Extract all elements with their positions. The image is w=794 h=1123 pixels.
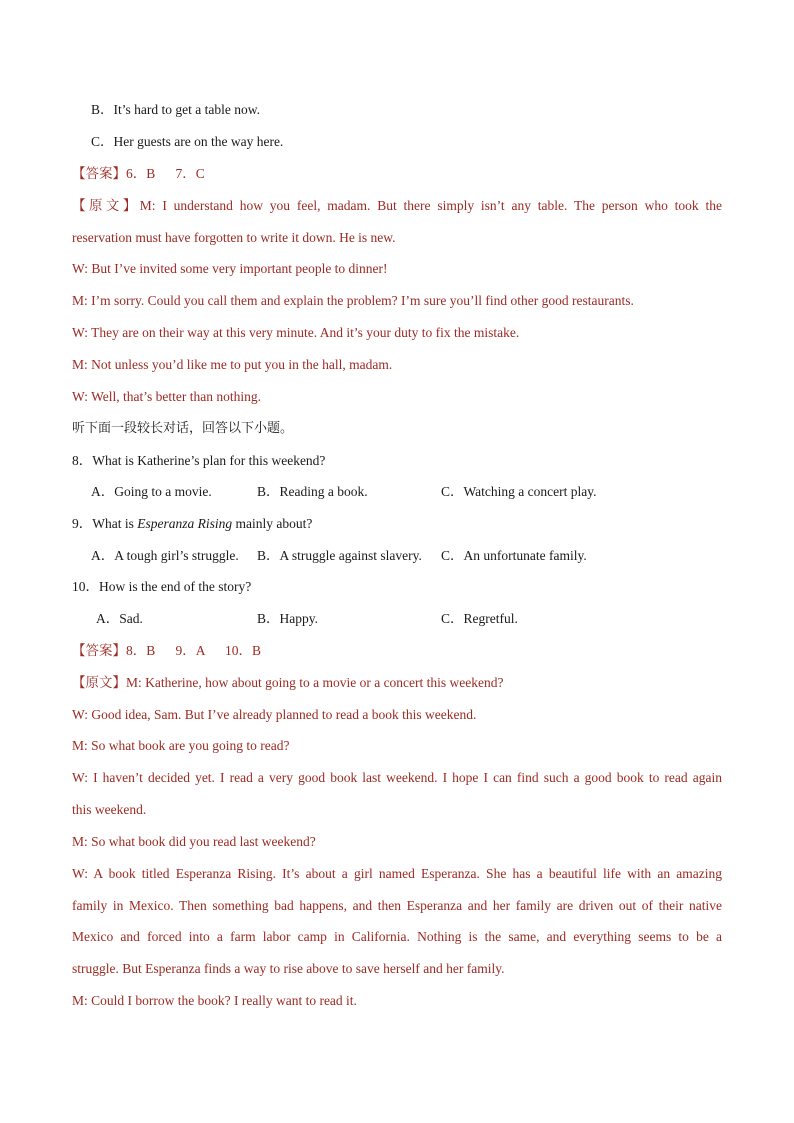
option-7b: B．It’s hard to get a table now. [91, 102, 260, 117]
option-10a: A．Sad. [96, 611, 143, 626]
transcript-line: M: Could I borrow the book? I really want to read it. [72, 993, 357, 1008]
option-9b: B．A struggle against slavery. [257, 548, 422, 563]
transcript-line: struggle. But Esperanza finds a way to rise above to save herself and her family. [72, 961, 505, 976]
transcript-line: reservation must have forgotten to write it down. He is new. [72, 230, 396, 245]
option-7c: C．Her guests are on the way here. [91, 134, 284, 149]
option-10b: B．Happy. [257, 611, 318, 626]
section-instruction: 听下面一段较长对话，回答以下小题。 [72, 421, 294, 436]
answer-values: 8．B 9．A 10．B [126, 643, 262, 658]
transcript-line: family in Mexico. Then something bad happens, and then Esperanza and her family are driven out of their native [72, 898, 722, 913]
transcript-line [72, 197, 722, 215]
answer-label: 【答案】 [72, 166, 126, 181]
transcript-line: W: Good idea, Sam. But I’ve already planned to read a book this weekend. [72, 707, 477, 722]
question-10: 10．How is the end of the story? [72, 579, 252, 594]
transcript-line: M: I’m sorry. Could you call them and explain the problem? I’m sure you’ll find other good restaurants. [72, 293, 634, 308]
transcript-line: W: A book titled Esperanza Rising. It’s about a girl named Esperanza. She has a beautiful life with an amazing [72, 866, 722, 881]
option-9c: C．An unfortunate family. [441, 548, 587, 563]
question-8: 8．What is Katherine’s plan for this weekend? [72, 453, 326, 468]
transcript-line: W: I haven’t decided yet. I read a very good book last weekend. I hope I can find such a good book to read again [72, 770, 722, 785]
answer-line-6-7 [72, 165, 722, 183]
answer-values: 6．B 7．C [126, 166, 205, 181]
answer-line-8-10 [72, 642, 722, 660]
transcript-line: this weekend. [72, 802, 147, 817]
transcript-text: M: Katherine, how about going to a movie or a concert this weekend? [126, 675, 504, 690]
transcript-line: M: Not unless you’d like me to put you in the hall, madam. [72, 357, 393, 372]
transcript-line: Mexico and forced into a farm labor camp in California. Nothing is the same, and everything seems to be a [72, 929, 722, 944]
answer-label: 【答案】 [72, 643, 126, 658]
option-8c: C．Watching a concert play. [441, 484, 597, 499]
transcript-line: W: They are on their way at this very minute. And it’s your duty to fix the mistake. [72, 325, 520, 340]
option-8b: B．Reading a book. [257, 484, 368, 499]
question-9-suffix: mainly about? [232, 516, 313, 531]
option-8a: A．Going to a movie. [91, 484, 212, 499]
transcript-line: W: Well, that’s better than nothing. [72, 389, 261, 404]
transcript-line: M: So what book are you going to read? [72, 738, 290, 753]
transcript-line [72, 674, 722, 692]
transcript-text: M: I understand how you feel, madam. But there simply isn’t any table. The person who took the [139, 198, 722, 213]
book-title: Esperanza Rising [137, 516, 233, 531]
transcript-line: M: So what book did you read last weekend? [72, 834, 316, 849]
option-9a: A．A tough girl’s struggle. [91, 548, 239, 563]
option-10c: C．Regretful. [441, 611, 518, 626]
question-9 [72, 515, 722, 533]
question-9-prefix: 9．What is [72, 516, 138, 531]
transcript-line: W: But I’ve invited some very important people to dinner! [72, 261, 388, 276]
original-label: 【原文】 [72, 675, 126, 690]
original-label: 【原文】 [72, 198, 140, 213]
